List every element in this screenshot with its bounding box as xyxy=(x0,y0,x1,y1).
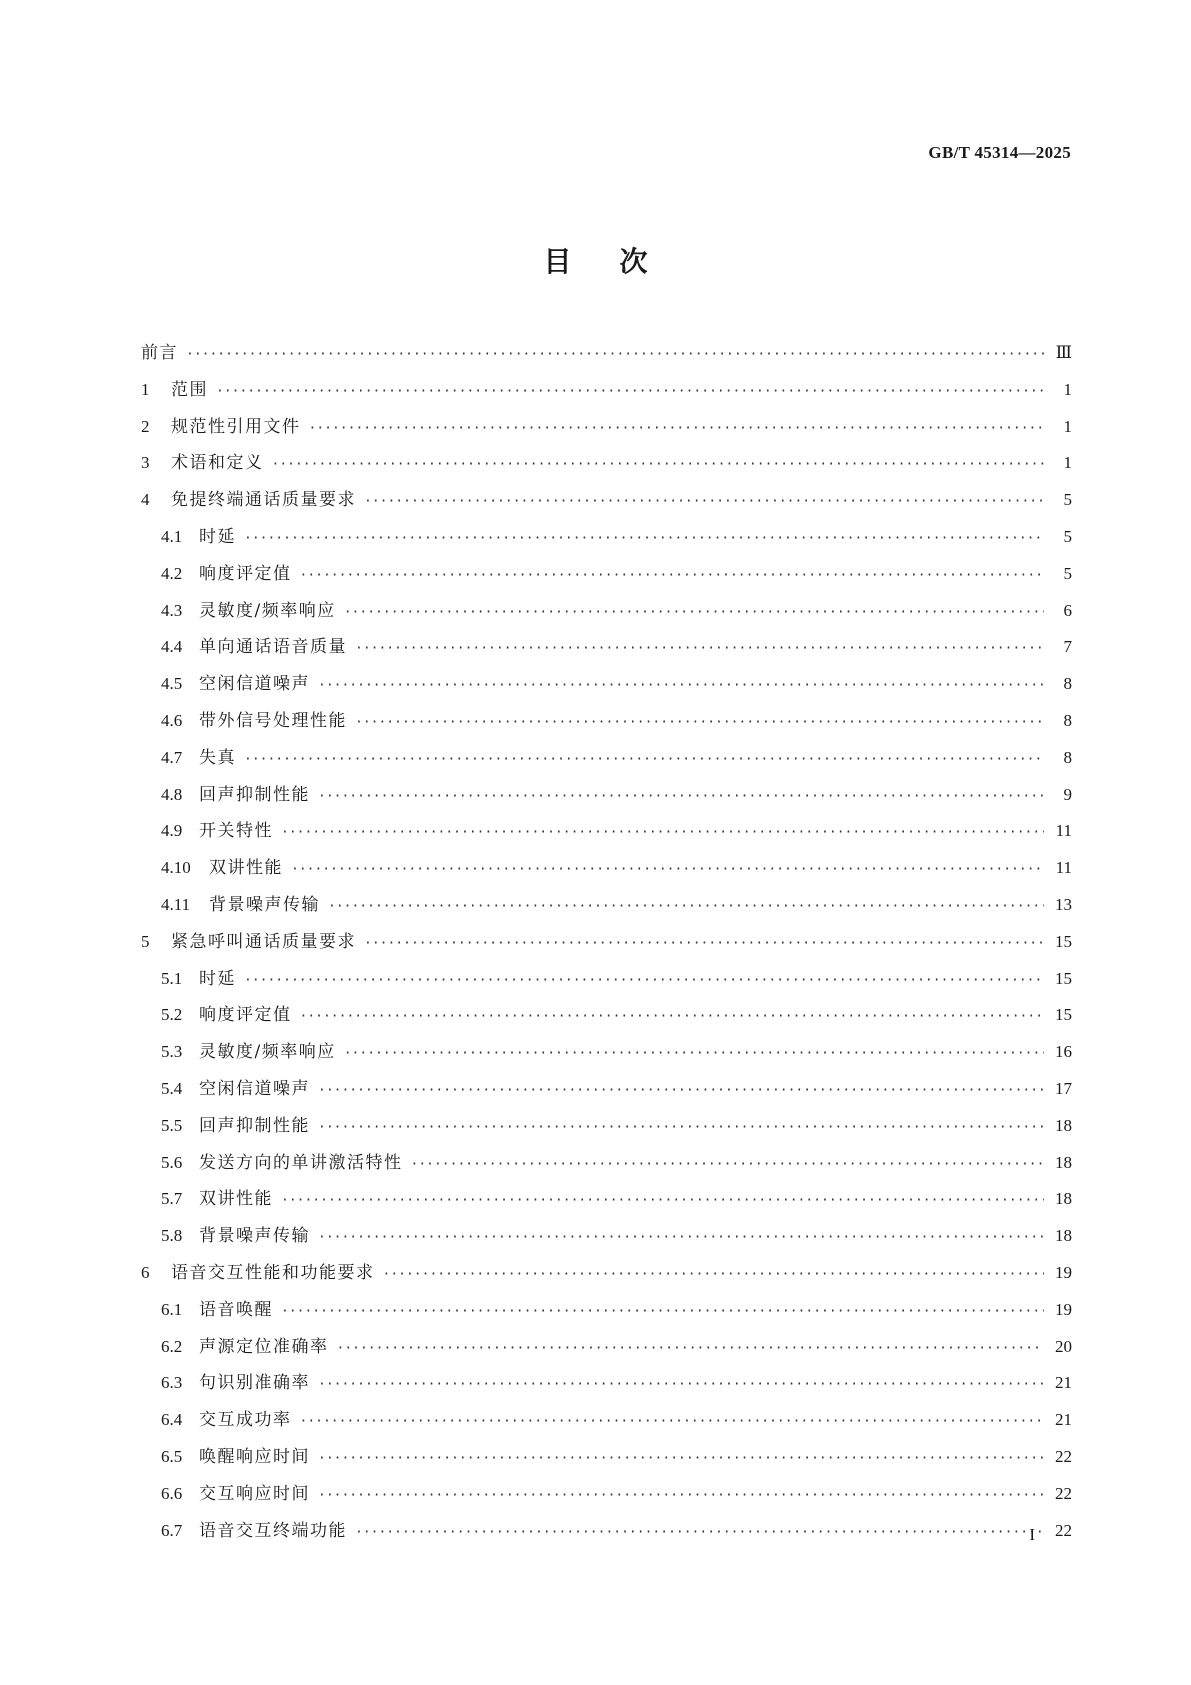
toc-entry-number: 5.7 xyxy=(161,1189,183,1209)
dot-leader xyxy=(318,1230,1044,1245)
toc-entry-page: 18 xyxy=(1055,1115,1072,1135)
toc-entry[interactable] xyxy=(141,596,1072,633)
toc-entry-page: 11 xyxy=(1055,858,1072,878)
toc-entry[interactable] xyxy=(141,1295,1072,1332)
toc-entry-label: 空闲信道噪声 xyxy=(199,1078,310,1099)
table-of-contents xyxy=(141,338,1072,1552)
dot-leader xyxy=(281,825,1044,840)
dot-leader xyxy=(318,1083,1044,1098)
toc-entry-label: 回声抑制性能 xyxy=(199,1115,310,1136)
toc-entry[interactable] xyxy=(141,853,1072,890)
toc-entry-number: 4 xyxy=(141,490,150,510)
toc-entry-number: 4.9 xyxy=(161,821,183,841)
toc-entry-label: 紧急呼叫通话质量要求 xyxy=(171,931,356,952)
toc-entry-page: 15 xyxy=(1055,1005,1072,1025)
toc-entry-number: 4.4 xyxy=(161,637,183,657)
toc-entry[interactable] xyxy=(141,816,1072,853)
toc-entry-label: 灵敏度/频率响应 xyxy=(199,1042,336,1063)
toc-entry-label: 交互成功率 xyxy=(199,1410,292,1431)
toc-entry-number: 6.6 xyxy=(161,1483,183,1503)
toc-entry-label: 时延 xyxy=(199,968,236,989)
toc-entry-label: 回声抑制性能 xyxy=(199,784,310,805)
toc-entry-page: 16 xyxy=(1055,1042,1072,1062)
toc-entry-number: 1 xyxy=(141,379,150,399)
dot-leader xyxy=(272,457,1045,472)
toc-entry-number: 2 xyxy=(141,416,150,436)
toc-entry-page: 22 xyxy=(1055,1446,1072,1466)
toc-entry-number: 4.11 xyxy=(161,894,191,914)
toc-entry-page: 8 xyxy=(1063,747,1072,767)
toc-entry-label: 语音交互性能和功能要求 xyxy=(171,1262,375,1283)
dot-leader xyxy=(355,715,1044,730)
toc-entry-label: 语音唤醒 xyxy=(199,1299,273,1320)
dot-leader xyxy=(244,973,1044,988)
toc-entry-number: 6.5 xyxy=(161,1446,183,1466)
toc-entry-page: 9 xyxy=(1063,784,1072,804)
toc-entry-page: 5 xyxy=(1063,526,1072,546)
toc-entry-page: 21 xyxy=(1055,1373,1072,1393)
toc-entry-number: 3 xyxy=(141,453,150,473)
toc-entry[interactable] xyxy=(141,632,1072,669)
toc-entry-page: 8 xyxy=(1063,710,1072,730)
toc-entry-label: 带外信号处理性能 xyxy=(199,710,347,731)
toc-entry[interactable] xyxy=(141,1037,1072,1074)
toc-entry-number: 5.1 xyxy=(161,968,183,988)
dot-leader xyxy=(364,494,1044,509)
toc-entry-label: 时延 xyxy=(199,526,236,547)
toc-entry-label: 唤醒响应时间 xyxy=(199,1446,310,1467)
dot-leader xyxy=(281,1304,1044,1319)
toc-entry[interactable] xyxy=(141,485,1072,522)
dot-leader xyxy=(344,605,1044,620)
toc-entry-number: 6.3 xyxy=(161,1373,183,1393)
toc-entry-label: 失真 xyxy=(199,747,236,768)
toc-entry-label: 响度评定值 xyxy=(199,1005,292,1026)
dot-leader xyxy=(318,1377,1044,1392)
dot-leader xyxy=(300,1009,1045,1024)
toc-entry-label: 交互响应时间 xyxy=(199,1483,310,1504)
toc-entry-page: Ⅲ xyxy=(1055,343,1072,362)
dot-leader xyxy=(318,789,1044,804)
toc-entry-label: 发送方向的单讲激活特性 xyxy=(199,1152,403,1173)
toc-entry[interactable] xyxy=(141,522,1072,559)
toc-entry[interactable] xyxy=(141,743,1072,780)
toc-entry[interactable] xyxy=(141,1000,1072,1037)
toc-entry[interactable] xyxy=(141,1442,1072,1479)
toc-entry-number: 4.8 xyxy=(161,784,183,804)
toc-entry-label: 声源定位准确率 xyxy=(199,1336,329,1357)
toc-entry[interactable] xyxy=(141,1148,1072,1185)
toc-entry-number: 4.2 xyxy=(161,563,183,583)
toc-entry[interactable] xyxy=(141,412,1072,449)
toc-entry-label: 背景噪声传输 xyxy=(199,1226,310,1247)
toc-entry[interactable] xyxy=(141,1221,1072,1258)
toc-entry[interactable] xyxy=(141,1516,1072,1553)
toc-entry-number: 4.7 xyxy=(161,747,183,767)
toc-entry[interactable] xyxy=(141,1368,1072,1405)
standard-code: GB/T 45314—2025 xyxy=(928,143,1071,162)
toc-entry[interactable] xyxy=(141,1184,1072,1221)
page-title: 目次 xyxy=(543,245,696,278)
footer-page-number: I xyxy=(1029,1525,1035,1544)
dot-leader xyxy=(344,1046,1044,1061)
dot-leader xyxy=(309,421,1045,436)
toc-entry-number: 5.3 xyxy=(161,1042,183,1062)
toc-entry-label: 双讲性能 xyxy=(199,1189,273,1210)
toc-entry-number: 4.5 xyxy=(161,674,183,694)
toc-entry-number: 6 xyxy=(141,1262,150,1282)
toc-entry[interactable] xyxy=(141,964,1072,1001)
dot-leader xyxy=(318,1488,1044,1503)
dot-leader xyxy=(281,1193,1044,1208)
dot-leader xyxy=(318,678,1044,693)
toc-entry-page: 20 xyxy=(1055,1336,1072,1356)
toc-entry[interactable] xyxy=(141,890,1072,927)
dot-leader xyxy=(328,899,1044,914)
toc-entry[interactable] xyxy=(141,927,1072,964)
toc-entry-page: 22 xyxy=(1055,1520,1072,1540)
toc-entry-page: 15 xyxy=(1055,931,1072,951)
toc-entry-page: 18 xyxy=(1055,1189,1072,1209)
dot-leader xyxy=(291,862,1044,877)
toc-entry-page: 17 xyxy=(1055,1078,1072,1098)
toc-entry-label: 单向通话语音质量 xyxy=(199,637,347,658)
toc-entry-page: 7 xyxy=(1063,637,1072,657)
dot-leader xyxy=(300,568,1045,583)
toc-entry-label: 范围 xyxy=(171,379,208,400)
dot-leader xyxy=(355,1525,1044,1540)
toc-entry[interactable] xyxy=(141,706,1072,743)
toc-entry[interactable] xyxy=(141,1074,1072,1111)
toc-entry-label: 背景噪声传输 xyxy=(209,894,320,915)
toc-entry-page: 1 xyxy=(1063,379,1072,399)
toc-entry-page: 15 xyxy=(1055,968,1072,988)
toc-entry-page: 19 xyxy=(1055,1299,1072,1319)
toc-entry[interactable] xyxy=(141,1332,1072,1369)
toc-entry-page: 1 xyxy=(1063,453,1072,473)
toc-entry-page: 5 xyxy=(1063,490,1072,510)
toc-entry-page: 11 xyxy=(1055,821,1072,841)
dot-leader xyxy=(244,531,1044,546)
toc-entry-number: 4.6 xyxy=(161,710,183,730)
dot-leader xyxy=(244,752,1044,767)
toc-entry-page: 18 xyxy=(1055,1226,1072,1246)
toc-entry-number: 5.4 xyxy=(161,1078,183,1098)
dot-leader xyxy=(355,641,1044,656)
dot-leader xyxy=(364,936,1044,951)
toc-entry-number: 5.2 xyxy=(161,1005,183,1025)
toc-entry-label: 响度评定值 xyxy=(199,563,292,584)
toc-entry-number: 6.4 xyxy=(161,1410,183,1430)
toc-entry[interactable] xyxy=(141,559,1072,596)
toc-entry-label: 规范性引用文件 xyxy=(171,416,301,437)
toc-entry-number: 6.1 xyxy=(161,1299,183,1319)
toc-entry-number: 5 xyxy=(141,931,150,951)
toc-entry-number: 4.3 xyxy=(161,600,183,620)
toc-entry[interactable] xyxy=(141,448,1072,485)
toc-entry-page: 18 xyxy=(1055,1152,1072,1172)
toc-entry-page: 22 xyxy=(1055,1483,1072,1503)
toc-entry-label: 空闲信道噪声 xyxy=(199,674,310,695)
toc-entry-label: 句识别准确率 xyxy=(199,1373,310,1394)
toc-entry-page: 6 xyxy=(1063,600,1072,620)
toc-entry[interactable] xyxy=(141,1258,1072,1295)
toc-entry-number: 5.8 xyxy=(161,1226,183,1246)
dot-leader xyxy=(318,1120,1044,1135)
toc-entry-number: 4.10 xyxy=(161,858,191,878)
dot-leader xyxy=(186,347,1044,362)
toc-entry-number: 4.1 xyxy=(161,526,183,546)
toc-entry-label: 开关特性 xyxy=(199,821,273,842)
toc-entry[interactable] xyxy=(141,780,1072,817)
toc-entry-page: 13 xyxy=(1055,894,1072,914)
toc-entry-number: 6.2 xyxy=(161,1336,183,1356)
toc-entry[interactable] xyxy=(141,375,1072,412)
dot-leader xyxy=(411,1157,1045,1172)
toc-entry-page: 8 xyxy=(1063,674,1072,694)
toc-entry-page: 1 xyxy=(1063,416,1072,436)
toc-entry-page: 5 xyxy=(1063,563,1072,583)
toc-entry[interactable] xyxy=(141,1111,1072,1148)
dot-leader xyxy=(337,1341,1045,1356)
toc-entry-label: 语音交互终端功能 xyxy=(199,1520,347,1541)
toc-entry-label: 术语和定义 xyxy=(171,453,264,474)
toc-entry[interactable] xyxy=(141,669,1072,706)
toc-entry-label: 双讲性能 xyxy=(209,858,283,879)
toc-entry-number: 5.5 xyxy=(161,1115,183,1135)
toc-entry-page: 19 xyxy=(1055,1262,1072,1282)
toc-entry[interactable] xyxy=(141,1405,1072,1442)
toc-entry-number: 5.6 xyxy=(161,1152,183,1172)
dot-leader xyxy=(216,384,1044,399)
toc-entry[interactable] xyxy=(141,1479,1072,1516)
dot-leader xyxy=(383,1267,1045,1282)
dot-leader xyxy=(300,1414,1045,1429)
toc-entry-page: 21 xyxy=(1055,1410,1072,1430)
toc-entry-label: 前言 xyxy=(141,343,178,363)
toc-entry-number: 6.7 xyxy=(161,1520,183,1540)
dot-leader xyxy=(318,1451,1044,1466)
toc-entry[interactable] xyxy=(141,338,1072,375)
toc-entry-label: 灵敏度/频率响应 xyxy=(199,600,336,621)
toc-entry-label: 免提终端通话质量要求 xyxy=(171,490,356,511)
